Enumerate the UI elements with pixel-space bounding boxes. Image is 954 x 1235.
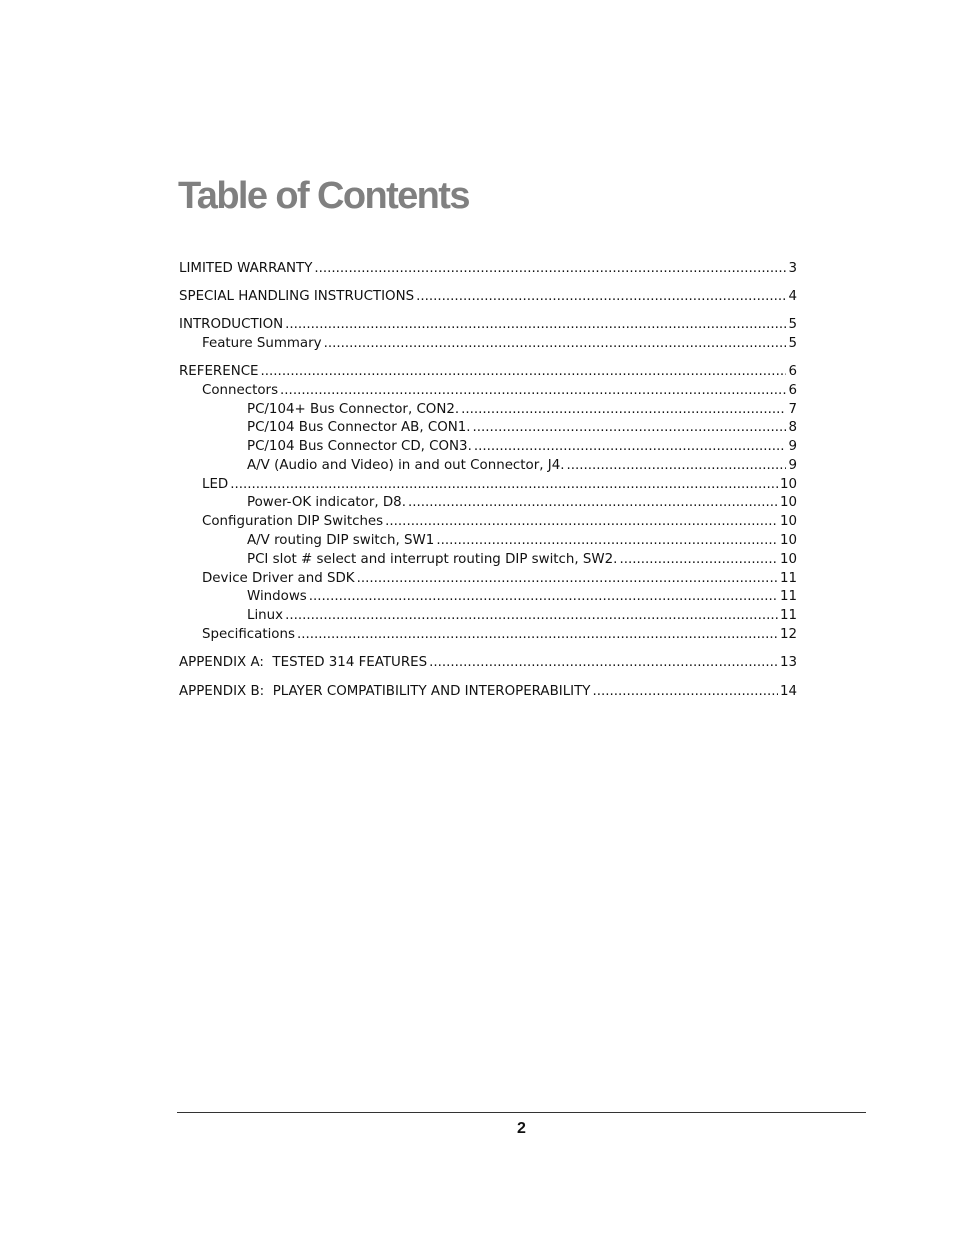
toc-entry-page: 4 [788, 289, 797, 304]
toc-entry-sw1[interactable] [179, 531, 797, 550]
toc-dot-leader [429, 653, 778, 672]
toc-entry-dip-switches[interactable] [179, 512, 797, 531]
toc-entry-appendix-a[interactable] [179, 653, 797, 672]
toc-entry-connectors[interactable] [179, 381, 797, 400]
toc-entry-page: 11 [779, 571, 797, 586]
toc-dot-leader [357, 569, 778, 588]
footer-divider [177, 1112, 866, 1113]
page-number: 2 [517, 1120, 526, 1137]
toc-entry-page: 6 [788, 383, 797, 398]
toc-entry-con3[interactable] [179, 437, 797, 456]
toc-dot-leader [230, 475, 778, 494]
toc-dot-leader [436, 531, 778, 550]
toc-entry-page: 10 [779, 552, 797, 567]
toc-dot-leader [314, 259, 786, 278]
toc-entry-page: 11 [779, 608, 797, 623]
toc-entry-page: 3 [788, 261, 797, 276]
toc-entry-label: APPENDIX B: PLAYER COMPATIBILITY AND INTEROPERABILITY [179, 684, 591, 699]
toc-entry-label: SPECIAL HANDLING INSTRUCTIONS [179, 289, 415, 304]
toc-entry-label: Linux [247, 608, 284, 623]
toc-dot-leader [416, 287, 786, 306]
toc-dot-leader [297, 625, 778, 644]
toc-entry-con2[interactable] [179, 400, 797, 419]
toc-entry-page: 5 [788, 317, 797, 332]
toc-entry-page: 13 [779, 655, 797, 670]
toc-dot-leader [408, 493, 778, 512]
toc-entry-label: Configuration DIP Switches [202, 514, 384, 529]
toc-dot-leader [385, 512, 778, 531]
toc-entry-driver-sdk[interactable] [179, 569, 797, 588]
toc-entry-page: 11 [779, 589, 797, 604]
toc-entry-label: Device Driver and SDK [202, 571, 355, 586]
toc-entry-page: 14 [779, 684, 797, 699]
toc-entry-page: 12 [779, 627, 797, 642]
toc-entry-page: 7 [788, 402, 797, 417]
toc-dot-leader [592, 682, 777, 701]
toc-entry-label: PC/104+ Bus Connector, CON2. [247, 402, 460, 417]
toc-entry-label: PCI slot # select and interrupt routing DIP switch, SW2. [247, 552, 618, 567]
toc-entry-label: APPENDIX A: TESTED 314 FEATURES [179, 655, 428, 670]
toc-entry-label: LIMITED WARRANTY [179, 261, 313, 276]
toc-entry-page: 9 [788, 439, 797, 454]
toc-dot-leader [285, 606, 778, 625]
toc-entry-label: Specifications [202, 627, 295, 642]
toc-entry-label: REFERENCE [179, 364, 259, 379]
toc-entry-label: Connectors [202, 383, 279, 398]
toc-entry-j4[interactable] [179, 456, 797, 475]
toc-dot-leader [309, 587, 778, 606]
toc-entry-label: Power-OK indicator, D8. [247, 495, 406, 510]
toc-entry-page: 10 [779, 514, 797, 529]
toc-entry-label: PC/104 Bus Connector CD, CON3. [247, 439, 472, 454]
toc-entry-page: 10 [779, 477, 797, 492]
toc-entry-limited-warranty[interactable] [179, 259, 797, 278]
toc-entry-linux[interactable] [179, 606, 797, 625]
toc-dot-leader [461, 400, 786, 419]
toc-dot-leader [280, 381, 786, 400]
toc-entry-introduction[interactable] [179, 315, 797, 334]
toc-entry-con1[interactable] [179, 418, 797, 437]
toc-entry-page: 5 [788, 336, 797, 351]
toc-entry-appendix-b[interactable] [179, 682, 797, 701]
toc-entry-page: 8 [788, 420, 797, 435]
toc-entry-label: LED [202, 477, 229, 492]
toc-entry-specifications[interactable] [179, 625, 797, 644]
toc-entry-sw2[interactable] [179, 550, 797, 569]
toc-entry-special-handling[interactable] [179, 287, 797, 306]
toc-dot-leader [619, 550, 778, 569]
toc-dot-leader [324, 334, 787, 353]
toc-entry-page: 9 [788, 458, 797, 473]
toc-entry-power-ok[interactable] [179, 493, 797, 512]
toc-entry-label: A/V (Audio and Video) in and out Connector, J4. [247, 458, 565, 473]
toc-entry-label: PC/104 Bus Connector AB, CON1. [247, 420, 471, 435]
toc-entry-reference[interactable] [179, 362, 797, 381]
toc-entry-label: INTRODUCTION [179, 317, 284, 332]
toc-entry-label: Feature Summary [202, 336, 322, 351]
toc-entry-windows[interactable] [179, 587, 797, 606]
page-title: Table of Contents [178, 175, 469, 217]
toc-entry-page: 6 [788, 364, 797, 379]
toc-dot-leader [285, 315, 786, 334]
toc-dot-leader [261, 362, 787, 381]
toc-entry-page: 10 [779, 495, 797, 510]
toc-entry-led[interactable] [179, 475, 797, 494]
toc-entry-label: A/V routing DIP switch, SW1 [247, 533, 435, 548]
toc-entry-feature-summary[interactable] [179, 334, 797, 353]
toc-dot-leader [566, 456, 786, 475]
toc-entry-label: Windows [247, 589, 307, 604]
toc-dot-leader [474, 437, 787, 456]
toc-entry-page: 10 [779, 533, 797, 548]
toc-dot-leader [473, 418, 787, 437]
